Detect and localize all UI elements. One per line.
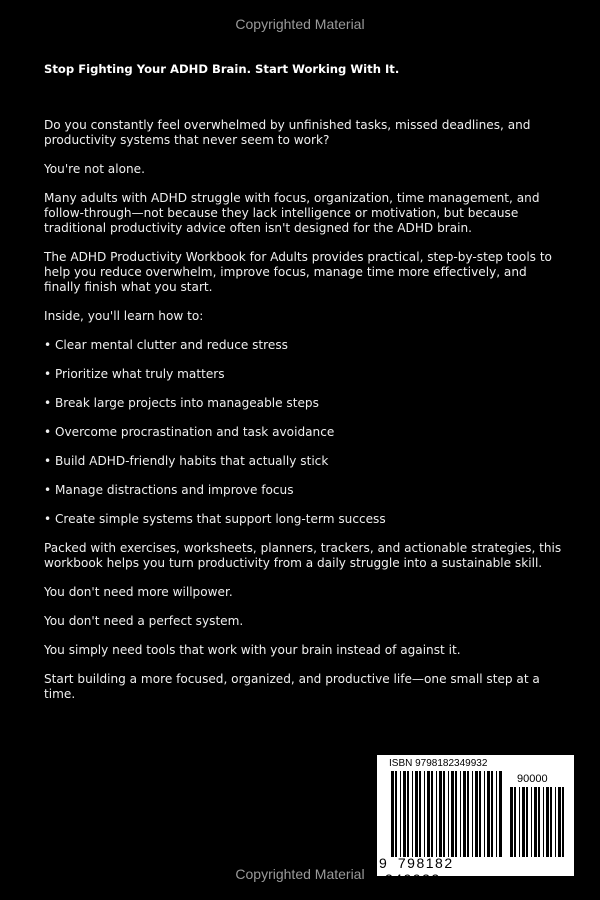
barcode-bar <box>531 787 532 857</box>
headline: Stop Fighting Your ADHD Brain. Start Working With It. <box>44 62 400 76</box>
bullet-item: • Manage distractions and improve focus <box>44 483 294 497</box>
bullet-item: • Build ADHD-friendly habits that actually stick <box>44 454 329 468</box>
intro-paragraph: Do you constantly feel overwhelmed by unfinished tasks, missed deadlines, and productivity systems that never seem to work? <box>44 118 531 147</box>
barcode-bar <box>475 771 478 857</box>
closing-paragraph: You don't need a perfect system. <box>44 614 244 628</box>
barcode-bar <box>407 771 409 857</box>
barcode-bar <box>463 771 466 857</box>
barcode-bar <box>415 771 418 857</box>
barcode-bar <box>484 771 485 857</box>
barcode-bar <box>519 787 520 857</box>
barcode-bar <box>510 787 513 857</box>
barcode-bar <box>419 771 421 857</box>
barcode-bar <box>546 787 549 857</box>
barcode-bar <box>400 771 401 857</box>
barcode-bar <box>522 787 525 857</box>
barcode-bar <box>448 771 449 857</box>
ean-first-digit: 9 <box>379 855 387 871</box>
barcode-bar <box>395 771 397 857</box>
barcode-bar <box>526 787 528 857</box>
barcode-bar <box>550 787 552 857</box>
intro-paragraph: You're not alone. <box>44 162 145 176</box>
barcode-bar <box>443 771 445 857</box>
bullet-item: • Overcome procrastination and task avoidance <box>44 425 335 439</box>
barcode-bar <box>487 771 490 857</box>
closing-paragraph: Packed with exercises, worksheets, planners, trackers, and actionable strategies, this workbook helps you turn productivity from a daily struggle into a sustainable skill. <box>44 541 562 570</box>
barcode-bar <box>391 771 394 857</box>
barcode-bar <box>562 787 564 857</box>
bullet-item: • Prioritize what truly matters <box>44 367 225 381</box>
barcode-bar <box>467 771 469 857</box>
barcode-bar <box>427 771 430 857</box>
barcode-bar <box>555 787 556 857</box>
barcode-bar <box>496 771 497 857</box>
description-body <box>44 118 566 716</box>
bullet-item: • Create simple systems that support long-term success <box>44 512 386 526</box>
barcode-bar <box>451 771 454 857</box>
barcode-bar <box>424 771 425 857</box>
barcode-bar <box>538 787 540 857</box>
isbn-barcode <box>377 755 574 887</box>
barcode-bar <box>412 771 413 857</box>
barcode-bar <box>499 771 502 857</box>
barcode-bar <box>558 787 561 857</box>
barcode-bar <box>534 787 537 857</box>
bullet-item: • Clear mental clutter and reduce stress <box>44 338 288 352</box>
intro-paragraph: The ADHD Productivity Workbook for Adults provides practical, step-by-step tools to help you reduce overwhelm, improve focus, manage time more effectively, and finally finish what you start. <box>44 250 552 294</box>
barcode-bar <box>455 771 457 857</box>
intro-paragraph: Many adults with ADHD struggle with focus, organization, time management, and follow-through—not because they lack intelligence or motivation, but because traditional productivity advice often isn't designed for the ADHD brain. <box>44 191 540 235</box>
closing-paragraph: You simply need tools that work with your brain instead of against it. <box>44 643 461 657</box>
ean-left-group: 798182 <box>397 855 454 871</box>
intro-paragraph: Inside, you'll learn how to: <box>44 309 204 323</box>
bullet-item: • Break large projects into manageable steps <box>44 396 319 410</box>
barcode-bar <box>403 771 406 857</box>
barcode-bar <box>472 771 473 857</box>
barcode-bar <box>439 771 442 857</box>
copyright-watermark-top: Copyrighted Material <box>235 16 365 32</box>
barcode-bar <box>491 771 493 857</box>
barcode-bar <box>431 771 433 857</box>
closing-paragraph: You don't need more willpower. <box>44 585 233 599</box>
isbn-label: ISBN 9798182349932 <box>389 758 488 769</box>
barcode-bar <box>514 787 516 857</box>
ean-right-group: 349932 <box>385 871 441 887</box>
barcode-bar <box>479 771 481 857</box>
price-code: 90000 <box>517 773 548 785</box>
barcode-bar <box>436 771 437 857</box>
closing-paragraph: Start building a more focused, organized, and productive life—one small step at a time. <box>44 672 540 701</box>
barcode-bar <box>460 771 461 857</box>
copyright-watermark-bottom: Copyrighted Material <box>235 866 365 882</box>
barcode-bar <box>543 787 544 857</box>
